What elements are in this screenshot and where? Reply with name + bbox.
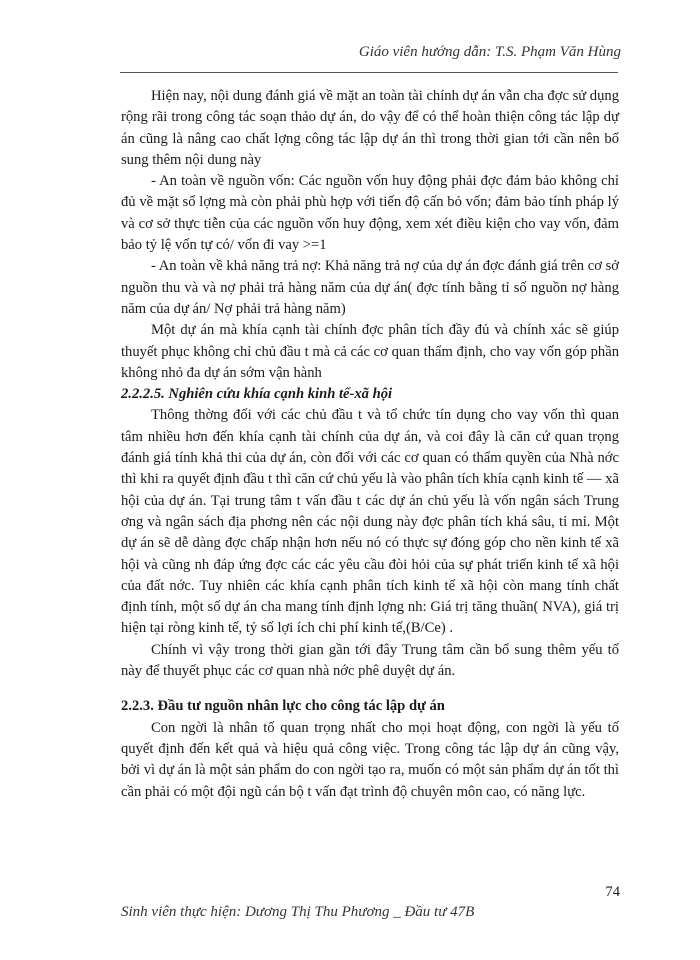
paragraph: Thông thờng đối với các chủ đầu t và tổ chức tín dụng cho vay vốn thì quan tâm nhiều hơn đến khía cạnh tài chính của dự án, và coi đây là căn cứ quan trọng đánh giá tính khả thi của dự án, còn đối với các cơ quan có thẩm quyền của Nhà nớc thì khi ra quyết định đầu t thì căn cứ chủ yếu là vào phân tích khía cạnh kinh tế — xã hội của dự án. Tại trung tâm t vấn đầu t các dự án chủ yếu là vốn ngân sách Trung ơng và ngân sách địa phơng nên các nội dung này đợc phân tích khá sâu, tỉ mỉ. Một dự án sẽ dễ dàng đợc chấp nhận hơn nếu nó có thực sự đóng góp cho nền kinh tế xã hội và cũng nh đáp ứng đợc các các yêu cầu đòi hỏi của sự phát triển kinh tế xã hội của đất nớc. Tuy nhiên các khía cạnh phân tích kinh tế xã hội còn mang tính chất định tính, một số dự án cha mang tính định lợng nh: Giá trị tăng thuần( NVA), giá trị hiện tại ròng kinh tế, tỷ số lợi ích chi phí kinh tế,(B/Ce) .: [121, 407, 619, 637]
paragraph: Chính vì vậy trong thời gian gần tới đây Trung tâm cần bổ sung thêm yếu tố này để thuyết phục các cơ quan nhà nớc phê duyệt dự án.: [121, 641, 619, 680]
spacer: [121, 682, 619, 696]
page-number: 74: [605, 884, 620, 900]
paragraph: - An toàn về khả năng trả nợ: Khả năng trả nợ của dự án đợc đánh giá trên cơ sở nguồn thu và và nợ phải trả hàng năm của dự án( đợc tính bằng tỉ số nguồn nợ hàng năm của dự án/ Nợ phải trả hàng năm): [121, 258, 619, 317]
section-heading: 2.2.3. Đầu tư nguồn nhân lực cho công tác lập dự án: [121, 698, 445, 715]
paragraph: Một dự án mà khía cạnh tài chính đợc phân tích đầy đủ và chính xác sẽ giúp thuyết phục không chỉ chủ đầu t mà cả các cơ quan thẩm định, cho vay vốn góp phần không nhỏ đa dự án sớm vận hành: [121, 322, 619, 381]
section-heading: 2.2.2.5. Nghiên cứu khía cạnh kinh tế-xã hội: [121, 386, 393, 403]
page-header: Giáo viên hướng dẫn: T.S. Phạm Văn Hùng: [358, 44, 621, 60]
paragraph: Con ngời là nhân tố quan trọng nhất cho mọi hoạt động, con ngời là yếu tố quyết định đến kết quả và hiệu quả công việc. Trong công tác lập dự án cũng vậy, bởi vì dự án là một sản phẩm do con ngời tạo ra, muốn có một sản phẩm dự án tốt thì cần phải có một đội ngũ cán bộ t vấn đạt trình độ chuyên môn cao, có năng lực.: [121, 719, 619, 800]
main-content: [121, 86, 619, 803]
paragraph: Hiện nay, nội dung đánh giá về mặt an toàn tài chính dự án vẫn cha đợc sử dụng rộng rãi trong công tác soạn thảo dự án, do vậy để có thể hoàn thiện công tác lập dự án cũng là nâng cao chất lợng công tác lập dự án thì trong thời gian tới cần nên bổ sung thêm nội dung này: [121, 88, 619, 168]
header-divider: [120, 72, 618, 73]
page-footer: Sinh viên thực hiện: Dương Thị Thu Phương _ Đầu tư 47B: [121, 904, 475, 920]
paragraph: - An toàn về nguồn vốn: Các nguồn vốn huy động phải đợc đảm bảo không chỉ đủ về mặt số lợng mà còn phải phù hợp với tiến độ cấn bỏ vốn; đảm bảo tính pháp lý và cơ sở thực tiễn của các nguồn vốn huy động, xem xét điều kiện cho vay vốn, đảm bảo tỷ lệ vốn tự có/ vốn đi vay >=1: [121, 173, 619, 254]
